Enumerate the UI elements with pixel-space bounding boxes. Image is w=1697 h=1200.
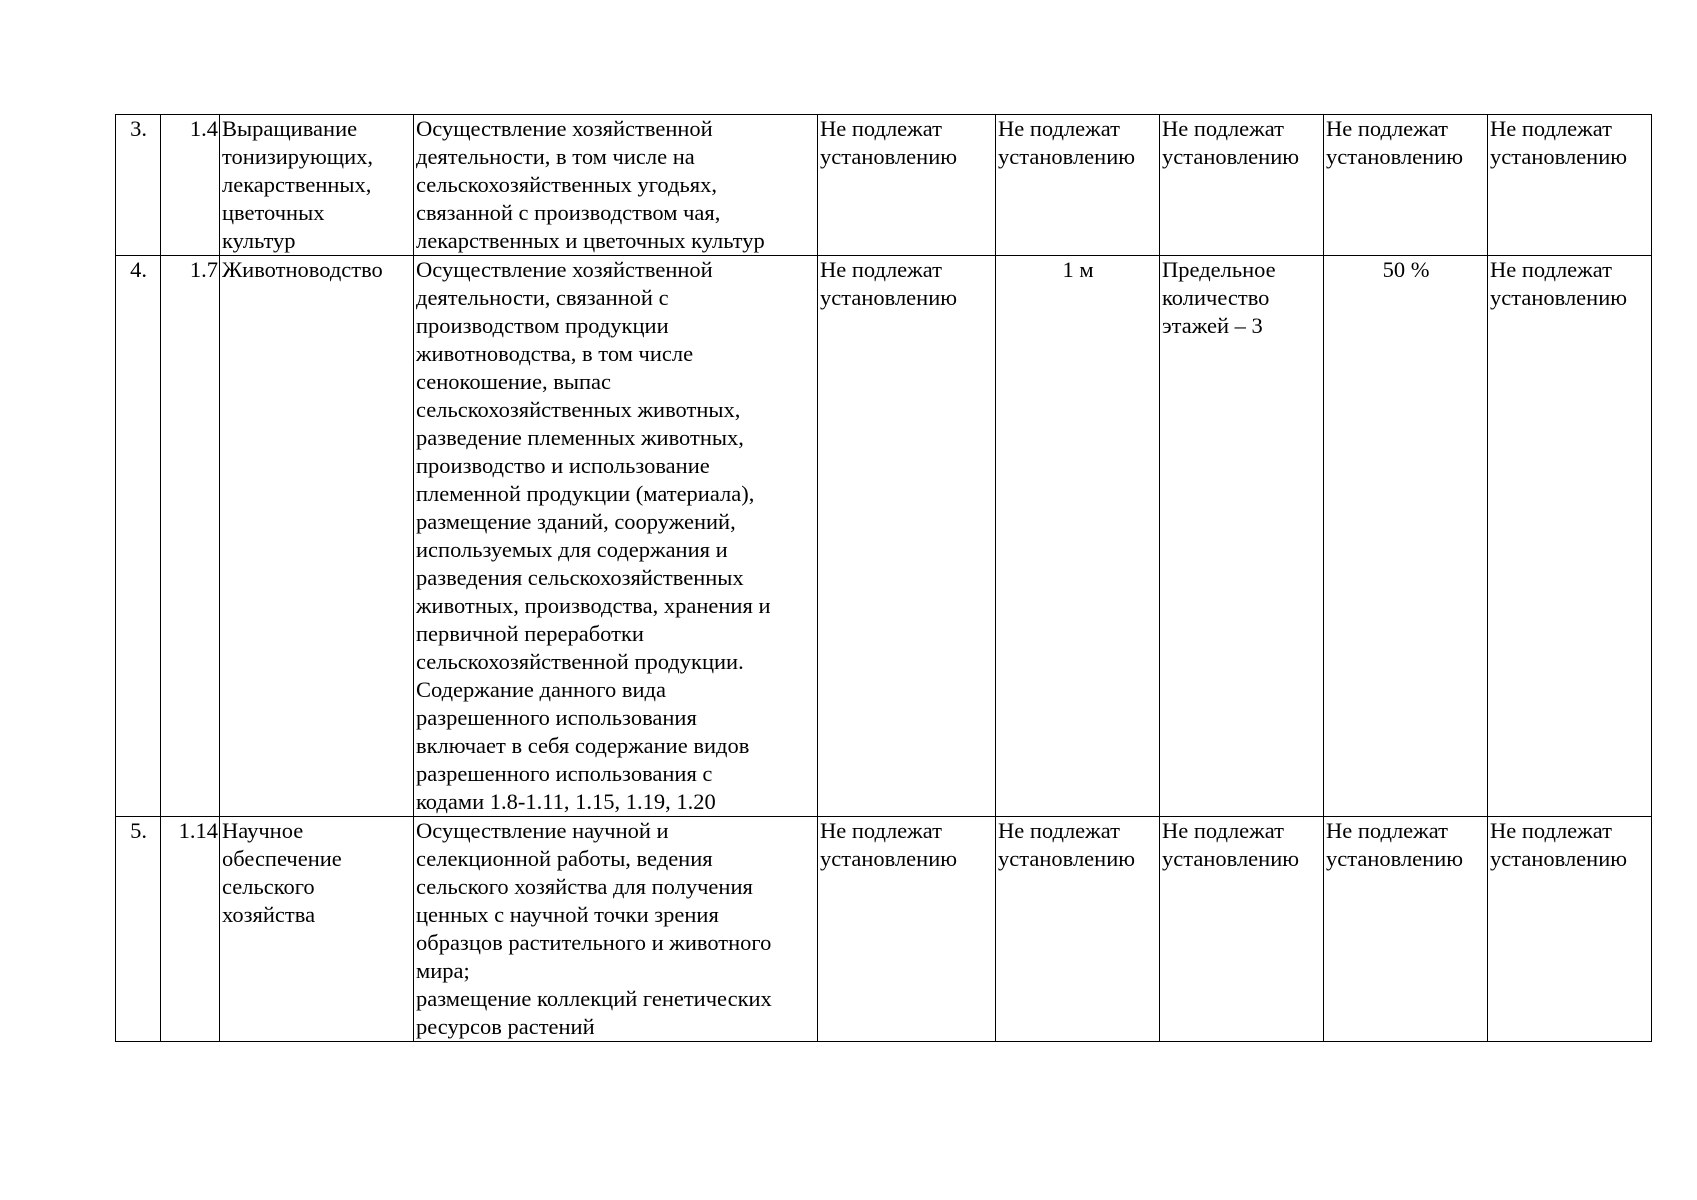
land-use-code: 1.7 (161, 256, 220, 817)
land-use-name: Животноводство (220, 256, 414, 817)
row-number: 4. (116, 256, 161, 817)
land-use-regulations-table (115, 114, 1652, 1042)
parameter-cell: Не подлежат установлению (1160, 817, 1324, 1042)
parameter-cell: Не подлежат установлению (1488, 817, 1652, 1042)
parameter-cell: 1 м (996, 256, 1160, 817)
parameter-cell: Не подлежат установлению (1488, 115, 1652, 256)
land-use-code: 1.4 (161, 115, 220, 256)
parameter-cell: 50 % (1324, 256, 1488, 817)
parameter-cell: Не подлежат установлению (1488, 256, 1652, 817)
parameter-cell: Не подлежат установлению (996, 817, 1160, 1042)
parameter-cell: Не подлежат установлению (1160, 115, 1324, 256)
land-use-name: Выращивание тонизирующих, лекарственных, цветочных культур (220, 115, 414, 256)
row-number: 5. (116, 817, 161, 1042)
row-number: 3. (116, 115, 161, 256)
table-row (116, 817, 1652, 1042)
parameter-cell: Не подлежат установлению (996, 115, 1160, 256)
table-row (116, 115, 1652, 256)
land-use-code: 1.14 (161, 817, 220, 1042)
parameter-cell: Не подлежат установлению (818, 256, 996, 817)
parameter-cell: Не подлежат установлению (1324, 817, 1488, 1042)
parameter-cell: Не подлежат установлению (818, 817, 996, 1042)
land-use-name: Научное обеспечение сельского хозяйства (220, 817, 414, 1042)
parameter-cell: Предельное количество этажей – 3 (1160, 256, 1324, 817)
parameter-cell: Не подлежат установлению (1324, 115, 1488, 256)
land-use-description: Осуществление научной и селекционной работы, ведения сельского хозяйства для получения ценных с научной точки зрения образцов растительного и животного мира; размещение коллекций генетических ресурсов растений (414, 817, 818, 1042)
land-use-description: Осуществление хозяйственной деятельности, связанной с производством продукции животноводства, в том числе сенокошение, выпас сельскохозяйственных животных, разведение племенных животных, производство и использование племенной продукции (материала), размещение зданий, сооружений, используемых для содержания и разведения сельскохозяйственных животных, производства, хранения и первичной переработки сельскохозяйственной продукции. Содержание данного вида разрешенного использования включает в себя содержание видов разрешенного использования с кодами 1.8-1.11, 1.15, 1.19, 1.20 (414, 256, 818, 817)
parameter-cell: Не подлежат установлению (818, 115, 996, 256)
land-use-description: Осуществление хозяйственной деятельности, в том числе на сельскохозяйственных угодьях, связанной с производством чая, лекарственных и цветочных культур (414, 115, 818, 256)
table-row (116, 256, 1652, 817)
